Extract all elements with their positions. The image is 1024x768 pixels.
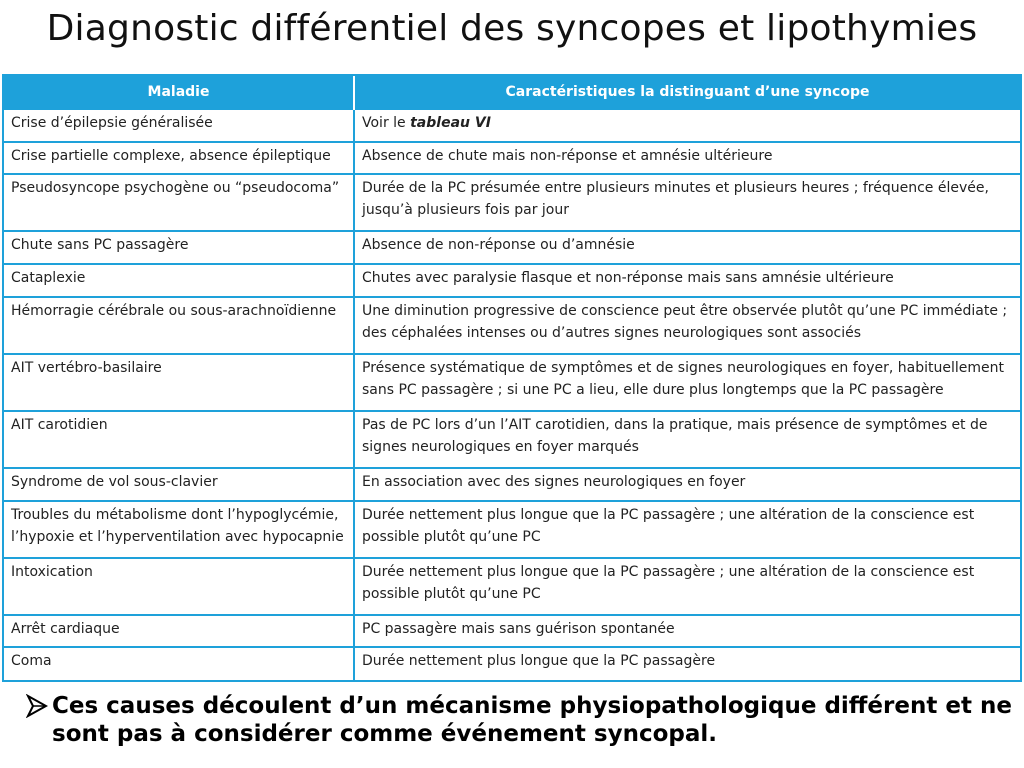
table-row xyxy=(4,264,1020,297)
cell-caracteristiques: Absence de non-réponse ou d’amnésie xyxy=(354,231,1020,264)
table-row xyxy=(4,647,1020,680)
cell-caracteristiques: Durée nettement plus longue que la PC passagère ; une altération de la conscience est possible plutôt qu’une PC xyxy=(354,558,1020,615)
cell-caracteristiques: Durée nettement plus longue que la PC passagère ; une altération de la conscience est possible plutôt qu’une PC xyxy=(354,501,1020,558)
cell-caracteristiques: Présence systématique de symptômes et de signes neurologiques en foyer, habituellement sans PC passagère ; si une PC a lieu, elle dure plus longtemps que la PC passagère xyxy=(354,354,1020,411)
column-header-caracteristiques: Caractéristiques la distinguant d’une syncope xyxy=(354,76,1020,109)
cell-caracteristiques: Une diminution progressive de conscience peut être observée plutôt qu’une PC immédiate ; des céphalées intenses ou d’autres signes neurologiques sont associés xyxy=(354,297,1020,354)
cell-caracteristiques: En association avec des signes neurologiques en foyer xyxy=(354,468,1020,501)
differential-diagnosis-table xyxy=(2,74,1022,682)
page-title: Diagnostic différentiel des syncopes et lipothymies xyxy=(46,8,978,49)
table-row xyxy=(4,501,1020,558)
cell-caracteristiques: Durée nettement plus longue que la PC passagère xyxy=(354,647,1020,680)
bullet-text: Ces causes découlent d’un mécanisme physiopathologique différent et ne sont pas à considérer comme événement syncopal. xyxy=(52,693,1012,747)
cell-caracteristiques: Durée de la PC présumée entre plusieurs minutes et plusieurs heures ; fréquence élevée, jusqu’à plusieurs fois par jour xyxy=(354,174,1020,231)
table-row xyxy=(4,142,1020,175)
cell-maladie: Chute sans PC passagère xyxy=(4,231,354,264)
cell-maladie: Syndrome de vol sous-clavier xyxy=(4,468,354,501)
table-row xyxy=(4,615,1020,648)
cell-maladie: Troubles du métabolisme dont l’hypoglycémie, l’hypoxie et l’hyperventilation avec hypocapnie xyxy=(4,501,354,558)
cell-maladie: Crise partielle complexe, absence épileptique xyxy=(4,142,354,175)
column-header-maladie: Maladie xyxy=(4,76,354,109)
cell-caracteristiques: PC passagère mais sans guérison spontanée xyxy=(354,615,1020,648)
table xyxy=(4,76,1020,680)
table-reference: tableau VI xyxy=(410,115,491,131)
cell-maladie: Arrêt cardiaque xyxy=(4,615,354,648)
cell-caracteristiques xyxy=(354,109,1020,142)
table-row xyxy=(4,354,1020,411)
table-row xyxy=(4,231,1020,264)
cell-caracteristiques: Absence de chute mais non-réponse et amnésie ultérieure xyxy=(354,142,1020,175)
arrow-bullet-icon xyxy=(26,694,48,718)
table-row xyxy=(4,297,1020,354)
table-row xyxy=(4,174,1020,231)
cell-maladie: Pseudosyncope psychogène ou “pseudocoma” xyxy=(4,174,354,231)
cell-maladie: AIT vertébro-basilaire xyxy=(4,354,354,411)
cell-maladie: AIT carotidien xyxy=(4,411,354,468)
table-row xyxy=(4,109,1020,142)
table-row xyxy=(4,558,1020,615)
table-header-row xyxy=(4,76,1020,109)
table-row xyxy=(4,468,1020,501)
cell-maladie: Coma xyxy=(4,647,354,680)
cell-text: Voir le xyxy=(362,115,411,131)
cell-maladie: Crise d’épilepsie généralisée xyxy=(4,109,354,142)
cell-caracteristiques: Pas de PC lors d’un l’AIT carotidien, dans la pratique, mais présence de symptômes et de signes neurologiques en foyer marqués xyxy=(354,411,1020,468)
table-row xyxy=(4,411,1020,468)
bullet-point xyxy=(26,692,1016,748)
cell-maladie: Hémorragie cérébrale ou sous-arachnoïdienne xyxy=(4,297,354,354)
cell-caracteristiques: Chutes avec paralysie flasque et non-réponse mais sans amnésie ultérieure xyxy=(354,264,1020,297)
cell-maladie: Intoxication xyxy=(4,558,354,615)
cell-maladie: Cataplexie xyxy=(4,264,354,297)
